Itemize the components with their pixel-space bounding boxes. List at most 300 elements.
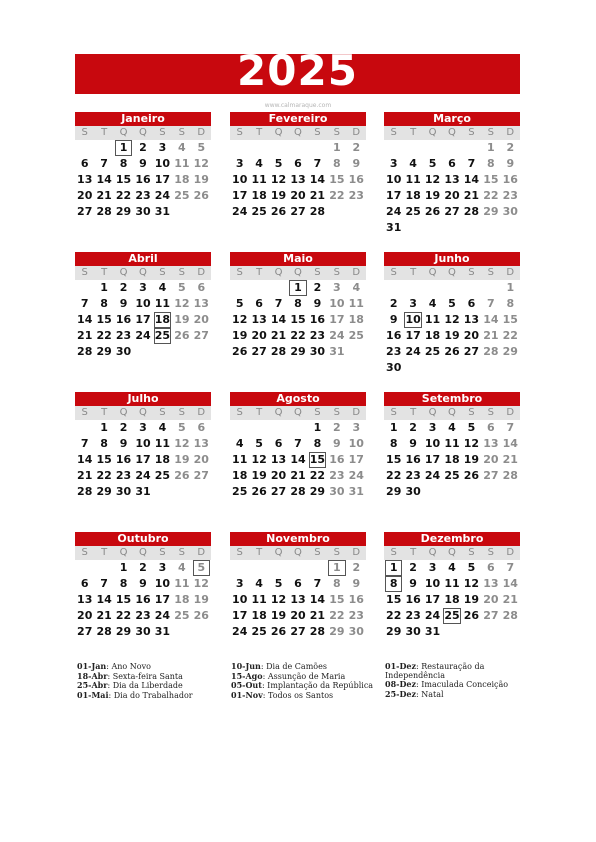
day-cell[interactable]: 12	[251, 453, 267, 466]
day-cell[interactable]: 30	[309, 345, 326, 358]
day-cell[interactable]: 18	[174, 593, 190, 606]
day-cell[interactable]: 12	[463, 437, 480, 450]
day-cell[interactable]: 25	[154, 469, 171, 482]
day-cell[interactable]: 22	[329, 189, 345, 202]
day-cell[interactable]: 31	[348, 485, 364, 498]
day-cell[interactable]: 24	[135, 469, 151, 482]
day-cell[interactable]: 9	[139, 157, 147, 170]
day-cell[interactable]: 18	[174, 173, 190, 186]
holiday-day[interactable]: 25	[442, 608, 461, 624]
day-cell[interactable]: 28	[96, 625, 112, 638]
day-cell[interactable]: 12	[270, 593, 287, 606]
day-cell[interactable]: 5	[448, 297, 456, 310]
holiday-day[interactable]: 15	[308, 452, 327, 468]
day-cell[interactable]: 2	[119, 281, 128, 294]
day-cell[interactable]: 3	[235, 577, 244, 590]
day-cell[interactable]: 28	[309, 625, 326, 638]
day-cell[interactable]: 11	[154, 437, 171, 450]
day-cell[interactable]: 8	[333, 577, 341, 590]
day-cell[interactable]: 21	[290, 469, 306, 482]
day-cell[interactable]: 10	[154, 157, 171, 170]
day-cell[interactable]: 9	[119, 297, 128, 310]
day-cell[interactable]: 22	[96, 329, 112, 342]
day-cell[interactable]: 11	[174, 577, 190, 590]
day-cell[interactable]: 13	[193, 297, 209, 310]
day-cell[interactable]: 20	[444, 189, 460, 202]
day-cell[interactable]: 4	[178, 141, 186, 154]
day-cell[interactable]: 23	[329, 469, 345, 482]
day-cell[interactable]: 7	[100, 577, 108, 590]
day-cell[interactable]: 2	[352, 141, 361, 154]
day-cell[interactable]: 17	[154, 593, 171, 606]
day-cell[interactable]: 1	[100, 281, 108, 294]
day-cell[interactable]: 17	[135, 313, 151, 326]
day-cell[interactable]: 9	[352, 157, 361, 170]
holiday-day[interactable]: 1	[327, 560, 346, 576]
day-cell[interactable]: 13	[483, 437, 499, 450]
day-cell[interactable]: 27	[483, 609, 499, 622]
day-cell[interactable]: 31	[154, 625, 171, 638]
day-cell[interactable]: 31	[135, 485, 151, 498]
day-cell[interactable]: 15	[96, 453, 112, 466]
day-cell[interactable]: 6	[255, 297, 263, 310]
day-cell[interactable]: 9	[333, 437, 341, 450]
day-cell[interactable]: 26	[174, 329, 190, 342]
day-cell[interactable]: 14	[77, 453, 93, 466]
day-cell[interactable]: 24	[424, 469, 441, 482]
day-cell[interactable]: 28	[290, 485, 306, 498]
day-cell[interactable]: 23	[348, 609, 364, 622]
day-cell[interactable]: 7	[506, 421, 515, 434]
day-cell[interactable]: 22	[502, 329, 518, 342]
day-cell[interactable]: 9	[313, 297, 322, 310]
day-cell[interactable]: 9	[119, 437, 128, 450]
day-cell[interactable]: 3	[352, 421, 361, 434]
day-cell[interactable]: 13	[444, 173, 460, 186]
day-cell[interactable]: 9	[506, 157, 515, 170]
day-cell[interactable]: 3	[428, 421, 437, 434]
day-cell[interactable]: 21	[502, 453, 518, 466]
day-cell[interactable]: 3	[139, 281, 147, 294]
day-cell[interactable]: 26	[251, 485, 267, 498]
day-cell[interactable]: 4	[409, 157, 417, 170]
day-cell[interactable]: 31	[424, 625, 441, 638]
day-cell[interactable]: 24	[386, 205, 402, 218]
day-cell[interactable]: 25	[232, 485, 248, 498]
day-cell[interactable]: 24	[232, 625, 248, 638]
day-cell[interactable]: 22	[290, 329, 306, 342]
day-cell[interactable]: 15	[115, 593, 132, 606]
day-cell[interactable]: 14	[502, 437, 518, 450]
day-cell[interactable]: 28	[502, 469, 518, 482]
day-cell[interactable]: 25	[251, 625, 267, 638]
day-cell[interactable]: 19	[232, 329, 248, 342]
day-cell[interactable]: 26	[193, 609, 209, 622]
day-cell[interactable]: 26	[463, 609, 480, 622]
day-cell[interactable]: 12	[193, 577, 209, 590]
day-cell[interactable]: 15	[115, 173, 132, 186]
day-cell[interactable]: 19	[174, 313, 190, 326]
day-cell[interactable]: 9	[409, 577, 417, 590]
day-cell[interactable]: 6	[274, 437, 283, 450]
day-cell[interactable]: 27	[193, 469, 209, 482]
day-cell[interactable]: 10	[386, 173, 402, 186]
day-cell[interactable]: 5	[178, 281, 186, 294]
day-cell[interactable]: 3	[409, 297, 417, 310]
day-cell[interactable]: 26	[193, 189, 209, 202]
day-cell[interactable]: 5	[197, 141, 206, 154]
day-cell[interactable]: 27	[270, 485, 287, 498]
day-cell[interactable]: 25	[348, 329, 364, 342]
day-cell[interactable]: 26	[270, 205, 287, 218]
day-cell[interactable]: 21	[502, 593, 518, 606]
day-cell[interactable]: 21	[483, 329, 499, 342]
day-cell[interactable]: 28	[96, 205, 112, 218]
day-cell[interactable]: 11	[405, 173, 421, 186]
day-cell[interactable]: 15	[386, 453, 402, 466]
day-cell[interactable]: 15	[329, 593, 345, 606]
day-cell[interactable]: 25	[174, 609, 190, 622]
day-cell[interactable]: 8	[119, 577, 128, 590]
day-cell[interactable]: 8	[313, 437, 322, 450]
day-cell[interactable]: 31	[386, 221, 402, 234]
day-cell[interactable]: 8	[487, 157, 495, 170]
day-cell[interactable]: 22	[483, 189, 499, 202]
day-cell[interactable]: 27	[77, 205, 93, 218]
day-cell[interactable]: 7	[100, 157, 108, 170]
day-cell[interactable]: 22	[115, 609, 132, 622]
day-cell[interactable]: 30	[502, 205, 518, 218]
day-cell[interactable]: 11	[444, 437, 460, 450]
day-cell[interactable]: 14	[77, 313, 93, 326]
day-cell[interactable]: 10	[424, 577, 441, 590]
day-cell[interactable]: 16	[115, 313, 132, 326]
day-cell[interactable]: 10	[424, 437, 441, 450]
day-cell[interactable]: 8	[294, 297, 302, 310]
day-cell[interactable]: 17	[386, 189, 402, 202]
day-cell[interactable]: 10	[154, 577, 171, 590]
day-cell[interactable]: 30	[405, 625, 421, 638]
day-cell[interactable]: 17	[232, 609, 248, 622]
day-cell[interactable]: 24	[135, 329, 151, 342]
day-cell[interactable]: 29	[115, 625, 132, 638]
day-cell[interactable]: 13	[463, 313, 480, 326]
day-cell[interactable]: 24	[232, 205, 248, 218]
day-cell[interactable]: 16	[135, 173, 151, 186]
day-cell[interactable]: 18	[154, 453, 171, 466]
day-cell[interactable]: 6	[448, 157, 456, 170]
day-cell[interactable]: 1	[100, 421, 108, 434]
day-cell[interactable]: 22	[386, 469, 402, 482]
day-cell[interactable]: 17	[154, 173, 171, 186]
day-cell[interactable]: 17	[232, 189, 248, 202]
day-cell[interactable]: 12	[424, 173, 441, 186]
day-cell[interactable]: 12	[463, 577, 480, 590]
day-cell[interactable]: 17	[424, 453, 441, 466]
day-cell[interactable]: 2	[409, 421, 417, 434]
day-cell[interactable]: 22	[329, 609, 345, 622]
day-cell[interactable]: 6	[487, 561, 495, 574]
day-cell[interactable]: 23	[135, 609, 151, 622]
day-cell[interactable]: 24	[348, 469, 364, 482]
day-cell[interactable]: 15	[329, 173, 345, 186]
day-cell[interactable]: 2	[333, 421, 341, 434]
day-cell[interactable]: 16	[502, 173, 518, 186]
day-cell[interactable]: 23	[386, 345, 402, 358]
day-cell[interactable]: 18	[405, 189, 421, 202]
day-cell[interactable]: 29	[483, 205, 499, 218]
day-cell[interactable]: 25	[444, 469, 460, 482]
day-cell[interactable]: 19	[424, 189, 441, 202]
day-cell[interactable]: 7	[294, 437, 302, 450]
day-cell[interactable]: 3	[158, 141, 167, 154]
day-cell[interactable]: 8	[100, 297, 108, 310]
day-cell[interactable]: 18	[424, 329, 441, 342]
day-cell[interactable]: 14	[483, 313, 499, 326]
day-cell[interactable]: 28	[463, 205, 480, 218]
day-cell[interactable]: 27	[444, 205, 460, 218]
day-cell[interactable]: 4	[448, 561, 456, 574]
day-cell[interactable]: 16	[329, 453, 345, 466]
day-cell[interactable]: 20	[77, 189, 93, 202]
day-cell[interactable]: 15	[386, 593, 402, 606]
day-cell[interactable]: 4	[158, 281, 167, 294]
day-cell[interactable]: 19	[463, 453, 480, 466]
day-cell[interactable]: 23	[115, 329, 132, 342]
day-cell[interactable]: 21	[309, 609, 326, 622]
day-cell[interactable]: 17	[135, 453, 151, 466]
day-cell[interactable]: 6	[197, 421, 206, 434]
day-cell[interactable]: 30	[348, 625, 364, 638]
day-cell[interactable]: 23	[502, 189, 518, 202]
day-cell[interactable]: 29	[290, 345, 306, 358]
day-cell[interactable]: 8	[100, 437, 108, 450]
day-cell[interactable]: 8	[333, 157, 341, 170]
day-cell[interactable]: 20	[251, 329, 267, 342]
day-cell[interactable]: 7	[80, 297, 89, 310]
day-cell[interactable]: 12	[270, 173, 287, 186]
day-cell[interactable]: 13	[193, 437, 209, 450]
holiday-day[interactable]: 18	[153, 312, 172, 328]
day-cell[interactable]: 10	[135, 437, 151, 450]
day-cell[interactable]: 2	[506, 141, 515, 154]
day-cell[interactable]: 1	[119, 561, 128, 574]
holiday-day[interactable]: 8	[384, 576, 403, 592]
day-cell[interactable]: 21	[77, 469, 93, 482]
day-cell[interactable]: 20	[193, 313, 209, 326]
day-cell[interactable]: 10	[232, 173, 248, 186]
day-cell[interactable]: 19	[193, 173, 209, 186]
day-cell[interactable]: 12	[174, 437, 190, 450]
day-cell[interactable]: 2	[313, 281, 322, 294]
holiday-day[interactable]: 1	[384, 560, 403, 576]
day-cell[interactable]: 23	[405, 469, 421, 482]
day-cell[interactable]: 30	[115, 485, 132, 498]
day-cell[interactable]: 18	[348, 313, 364, 326]
day-cell[interactable]: 6	[294, 577, 302, 590]
day-cell[interactable]: 6	[80, 157, 89, 170]
day-cell[interactable]: 30	[135, 625, 151, 638]
day-cell[interactable]: 21	[270, 329, 287, 342]
day-cell[interactable]: 24	[405, 345, 421, 358]
day-cell[interactable]: 25	[405, 205, 421, 218]
day-cell[interactable]: 7	[467, 157, 476, 170]
day-cell[interactable]: 13	[251, 313, 267, 326]
day-cell[interactable]: 30	[386, 361, 402, 374]
day-cell[interactable]: 9	[139, 577, 147, 590]
day-cell[interactable]: 19	[251, 469, 267, 482]
day-cell[interactable]: 4	[428, 297, 437, 310]
day-cell[interactable]: 17	[424, 593, 441, 606]
day-cell[interactable]: 24	[424, 609, 441, 622]
day-cell[interactable]: 24	[329, 329, 345, 342]
day-cell[interactable]: 24	[154, 189, 171, 202]
day-cell[interactable]: 8	[119, 157, 128, 170]
day-cell[interactable]: 1	[389, 421, 398, 434]
day-cell[interactable]: 5	[235, 297, 244, 310]
day-cell[interactable]: 20	[483, 593, 499, 606]
day-cell[interactable]: 27	[251, 345, 267, 358]
day-cell[interactable]: 28	[270, 345, 287, 358]
day-cell[interactable]: 11	[424, 313, 441, 326]
day-cell[interactable]: 17	[348, 453, 364, 466]
day-cell[interactable]: 16	[405, 593, 421, 606]
day-cell[interactable]: 9	[389, 313, 398, 326]
day-cell[interactable]: 3	[158, 561, 167, 574]
day-cell[interactable]: 10	[135, 297, 151, 310]
day-cell[interactable]: 7	[506, 561, 515, 574]
day-cell[interactable]: 8	[506, 297, 515, 310]
day-cell[interactable]: 3	[333, 281, 341, 294]
day-cell[interactable]: 11	[154, 297, 171, 310]
day-cell[interactable]: 14	[463, 173, 480, 186]
day-cell[interactable]: 13	[290, 593, 306, 606]
day-cell[interactable]: 24	[154, 609, 171, 622]
day-cell[interactable]: 16	[348, 593, 364, 606]
day-cell[interactable]: 7	[80, 437, 89, 450]
day-cell[interactable]: 18	[232, 469, 248, 482]
day-cell[interactable]: 4	[158, 421, 167, 434]
day-cell[interactable]: 19	[270, 609, 287, 622]
day-cell[interactable]: 19	[193, 593, 209, 606]
day-cell[interactable]: 14	[290, 453, 306, 466]
day-cell[interactable]: 11	[174, 157, 190, 170]
day-cell[interactable]: 20	[463, 329, 480, 342]
day-cell[interactable]: 10	[232, 593, 248, 606]
day-cell[interactable]: 20	[193, 453, 209, 466]
day-cell[interactable]: 21	[96, 189, 112, 202]
day-cell[interactable]: 2	[352, 561, 361, 574]
day-cell[interactable]: 16	[135, 593, 151, 606]
day-cell[interactable]: 12	[444, 313, 460, 326]
day-cell[interactable]: 5	[255, 437, 263, 450]
day-cell[interactable]: 3	[139, 421, 147, 434]
day-cell[interactable]: 14	[309, 173, 326, 186]
day-cell[interactable]: 5	[467, 421, 476, 434]
day-cell[interactable]: 6	[294, 157, 302, 170]
day-cell[interactable]: 4	[352, 281, 361, 294]
day-cell[interactable]: 26	[424, 205, 441, 218]
day-cell[interactable]: 15	[290, 313, 306, 326]
day-cell[interactable]: 25	[174, 189, 190, 202]
day-cell[interactable]: 29	[115, 205, 132, 218]
day-cell[interactable]: 14	[96, 593, 112, 606]
day-cell[interactable]: 30	[135, 205, 151, 218]
day-cell[interactable]: 20	[483, 453, 499, 466]
day-cell[interactable]: 6	[487, 421, 495, 434]
day-cell[interactable]: 31	[329, 345, 345, 358]
day-cell[interactable]: 1	[313, 421, 322, 434]
day-cell[interactable]: 30	[405, 485, 421, 498]
day-cell[interactable]: 22	[386, 609, 402, 622]
day-cell[interactable]: 18	[444, 453, 460, 466]
day-cell[interactable]: 18	[251, 189, 267, 202]
day-cell[interactable]: 20	[77, 609, 93, 622]
day-cell[interactable]: 6	[197, 281, 206, 294]
day-cell[interactable]: 28	[77, 345, 93, 358]
day-cell[interactable]: 1	[487, 141, 495, 154]
day-cell[interactable]: 23	[115, 469, 132, 482]
day-cell[interactable]: 27	[463, 345, 480, 358]
day-cell[interactable]: 4	[255, 577, 263, 590]
day-cell[interactable]: 7	[313, 577, 322, 590]
day-cell[interactable]: 19	[270, 189, 287, 202]
day-cell[interactable]: 2	[139, 561, 147, 574]
day-cell[interactable]: 11	[251, 593, 267, 606]
day-cell[interactable]: 29	[96, 345, 112, 358]
day-cell[interactable]: 6	[467, 297, 476, 310]
day-cell[interactable]: 2	[119, 421, 128, 434]
day-cell[interactable]: 16	[405, 453, 421, 466]
day-cell[interactable]: 5	[274, 577, 283, 590]
day-cell[interactable]: 11	[348, 297, 364, 310]
day-cell[interactable]: 9	[352, 577, 361, 590]
day-cell[interactable]: 11	[251, 173, 267, 186]
day-cell[interactable]: 7	[487, 297, 495, 310]
day-cell[interactable]: 21	[309, 189, 326, 202]
day-cell[interactable]: 20	[270, 469, 287, 482]
day-cell[interactable]: 23	[309, 329, 326, 342]
day-cell[interactable]: 26	[463, 469, 480, 482]
day-cell[interactable]: 22	[309, 469, 326, 482]
day-cell[interactable]: 15	[502, 313, 518, 326]
day-cell[interactable]: 12	[232, 313, 248, 326]
day-cell[interactable]: 1	[506, 281, 515, 294]
day-cell[interactable]: 14	[270, 313, 287, 326]
day-cell[interactable]: 23	[135, 189, 151, 202]
day-cell[interactable]: 27	[77, 625, 93, 638]
day-cell[interactable]: 8	[389, 437, 398, 450]
holiday-day[interactable]: 25	[153, 328, 172, 344]
day-cell[interactable]: 31	[154, 205, 171, 218]
day-cell[interactable]: 13	[483, 577, 499, 590]
day-cell[interactable]: 21	[77, 329, 93, 342]
day-cell[interactable]: 30	[329, 485, 345, 498]
day-cell[interactable]: 14	[96, 173, 112, 186]
day-cell[interactable]: 29	[502, 345, 518, 358]
day-cell[interactable]: 28	[309, 205, 326, 218]
day-cell[interactable]: 29	[386, 485, 402, 498]
day-cell[interactable]: 10	[348, 437, 364, 450]
day-cell[interactable]: 29	[386, 625, 402, 638]
day-cell[interactable]: 11	[444, 577, 460, 590]
day-cell[interactable]: 13	[77, 173, 93, 186]
day-cell[interactable]: 19	[174, 453, 190, 466]
day-cell[interactable]: 7	[313, 157, 322, 170]
holiday-day[interactable]: 1	[288, 280, 307, 296]
holiday-day[interactable]: 10	[403, 312, 422, 328]
day-cell[interactable]: 4	[178, 561, 186, 574]
